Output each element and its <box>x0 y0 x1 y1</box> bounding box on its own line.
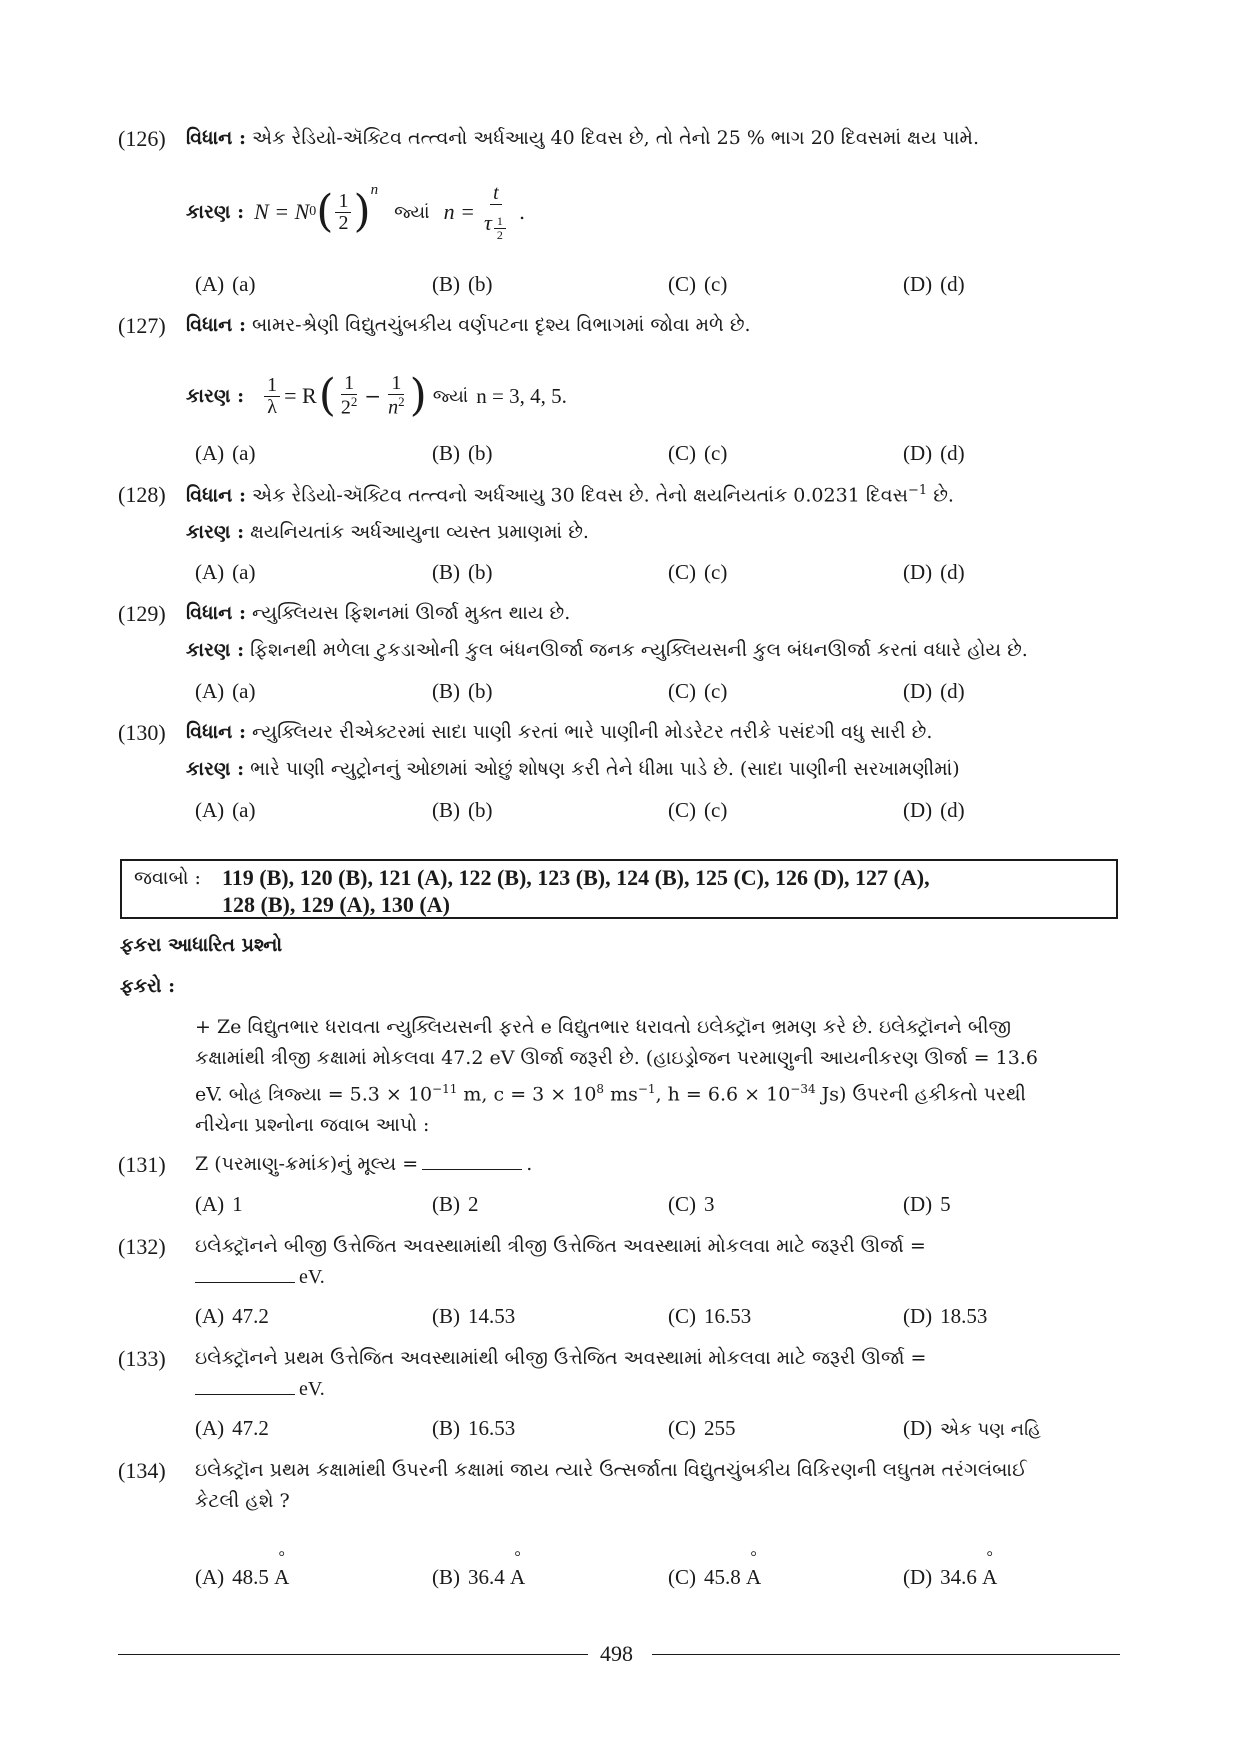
footer-rule-right <box>652 1654 1120 1655</box>
q129-number: (129) <box>118 601 166 626</box>
q130-reason <box>186 758 960 780</box>
q130-statement-label: વિધાન : <box>186 721 246 743</box>
q127-statement-text: બામર-શ્રેણી વિદ્યુતચુંબકીય વર્ણપટના દૃશ્ય વિભાગમાં જોવા મળે છે. <box>252 314 751 336</box>
q126-formula-lhs: N = N <box>254 199 310 224</box>
q126-reason-label: કારણ : <box>186 201 245 223</box>
q127-fraction-2: $\frac{1}{n^2}$ <box>388 372 405 419</box>
q126-option-d: (D) (d) <box>903 272 965 296</box>
q126-frac-num: 1 <box>335 191 351 213</box>
q126-t: t <box>490 183 502 205</box>
q126-right-paren: ) <box>353 186 371 237</box>
q131-option-d: (D) 5 <box>903 1192 951 1216</box>
q132-option-c: (C) 16.53 <box>668 1304 752 1328</box>
q133-text: ઇલેક્ટ્રૉનને પ્રથમ ઉત્તેજિત અવસ્થામાંથી બીજી ઉત્તેજિત અવસ્થામાં મોકલવા માટે જરૂરી ઊર્જા = <box>195 1347 927 1369</box>
passage-heading: ફકરા આધારિત પ્રશ્નો <box>120 934 283 956</box>
footer-rule-left <box>118 1654 588 1655</box>
q128-reason-text: ક્ષયનિયતાંક અર્ધઆયુના વ્યસ્ત પ્રમાણમાં છે. <box>250 521 589 543</box>
q133-option-a: (A) 47.2 <box>195 1416 269 1440</box>
q128-option-c: (C) (c) <box>668 560 728 584</box>
q132-answer-line: eV. <box>195 1266 325 1289</box>
q133-number: (133) <box>118 1346 166 1371</box>
q127-reason <box>186 358 567 434</box>
q126-option-b: (B) (b) <box>432 272 493 296</box>
passage-label: ફકરો : <box>120 975 176 997</box>
q134-text-line-2: કેટલી હશે ? <box>195 1490 290 1512</box>
q130-statement-text: ન્યુક્લિયર રીએક્ટરમાં સાદા પાણી કરતાં ભારે પાણીની મોડરેટર તરીકે પસંદગી વધુ સારી છે. <box>252 721 933 743</box>
answer-key-line-1: 119 (B), 120 (B), 121 (A), 122 (B), 123 (B), 124 (B), 125 (C), 126 (D), 127 (A), <box>222 865 930 890</box>
q128-statement-sup: −1 <box>907 483 928 498</box>
q129-option-d: (D) (d) <box>903 679 965 703</box>
q126-where: જ્યાં <box>394 201 430 223</box>
q126-left-paren: ( <box>316 186 334 237</box>
q131-option-c: (C) 3 <box>668 1192 715 1216</box>
q132-option-b: (B) 14.53 <box>432 1304 516 1328</box>
passage-line-4: નીચેના પ્રશ્નોના જવાબ આપો : <box>195 1114 430 1137</box>
q133-option-d: (D) એક પણ નહિ <box>903 1416 1041 1440</box>
q126-statement-label: વિધાન : <box>186 127 246 149</box>
q129-option-c: (C) (c) <box>668 679 728 703</box>
q128-reason-label: કારણ : <box>186 521 245 543</box>
q134-text-line-1: ઇલેક્ટ્રૉન પ્રથમ કક્ષામાંથી ઉપરની કક્ષામાં જાય ત્યારે ઉત્સર્જાતા વિદ્યુતચુંબકીય વિકિરણની લઘુતમ તરંગલંબાઈ <box>195 1459 1027 1481</box>
q128-statement: વિધાન : એક રેડિયો-ઍક્ટિવ તત્ત્વનો અર્ધઆયુ 30 દિવસ છે. તેનો ક્ષયનિયતાંક 0.0231 દિવસ$^{-1}$ છે. <box>186 483 954 507</box>
q126-fraction-t-tau <box>481 183 511 241</box>
q126-fraction-half <box>335 191 351 234</box>
q126-n-eq: n = <box>443 199 475 224</box>
q127-n-values: n = 3, 4, 5. <box>476 383 567 408</box>
q131-option-b: (B) 2 <box>432 1192 479 1216</box>
q128-option-b: (B) (b) <box>432 560 493 584</box>
q130-option-b: (B) (b) <box>432 798 493 822</box>
q127-fraction-1: $\frac{1}{2^2}$ <box>340 372 358 419</box>
answer-key-box <box>120 859 1118 919</box>
q132-option-d: (D) 18.53 <box>903 1304 988 1328</box>
q130-reason-text: ભારે પાણી ન્યુટ્રોનનું ઓછામાં ઓછું શોષણ કરી તેને ધીમા પાડે છે. (સાદા પાણીની સરખામણીમાં) <box>250 758 960 780</box>
q134-option-a: (A) 48.5 ° A <box>195 1565 289 1590</box>
q128-option-a: (A) (a) <box>195 560 256 584</box>
q129-statement-text: ન્યુક્લિયસ ફિશનમાં ઊર્જા મુક્ત થાય છે. <box>252 602 571 624</box>
q126-frac-den: 2 <box>338 211 349 234</box>
q127-where: જ્યાં <box>432 385 469 407</box>
q134-option-b: (B) 36.4 ° A <box>432 1565 525 1590</box>
q126-number: (126) <box>118 126 166 151</box>
q127-option-a: (A) (a) <box>195 441 256 465</box>
q126-statement-text: એક રેડિયો-ઍક્ટિવ તત્ત્વનો અર્ધઆયુ 40 દિવસ છે, તો તેનો 25 % ભાગ 20 દિવસમાં ક્ષય પામે. <box>252 127 979 149</box>
passage-text <box>195 1012 1119 1141</box>
q127-option-d: (D) (d) <box>903 441 965 465</box>
q127-left-paren: ( <box>318 370 336 421</box>
q126-tau: τ <box>483 210 492 236</box>
q130-option-d: (D) (d) <box>903 798 965 822</box>
q134-option-c: (C) 45.8 ° A <box>668 1565 761 1590</box>
q127-right-paren: ) <box>409 370 427 421</box>
answer-key-line-2: 128 (B), 129 (A), 130 (A) <box>222 892 450 917</box>
q130-option-a: (A) (a) <box>195 798 256 822</box>
q133-answer-line: eV. <box>195 1378 325 1401</box>
q126-option-a: (A) (a) <box>195 272 256 296</box>
q129-reason <box>186 639 1028 661</box>
q127-option-c: (C) (c) <box>668 441 728 465</box>
answer-key-label: જવાબો : <box>134 867 201 889</box>
q131-number: (131) <box>118 1152 166 1177</box>
q134-option-d: (D) 34.6 ° A <box>903 1565 997 1590</box>
q126-option-c: (C) (c) <box>668 272 728 296</box>
passage-line-2: કક્ષામાંથી ત્રીજી કક્ષામાં મોકલવા 47.2 eV ઊર્જા જરૂરી છે. (હાઇડ્રોજન પરમાણુની આયનીકરણ ઊર્જા = 13.6 <box>195 1047 1038 1069</box>
q126-formula-sub: 0 <box>309 204 317 219</box>
q130-reason-label: કારણ : <box>186 758 245 780</box>
passage-line-1: + Ze વિદ્યુતભાર ધરાવતા ન્યુક્લિયસની ફરતે e વિદ્યુતભાર ધરાવતો ઇલેક્ટ્રૉન ભ્રમણ કરે છે. ઇલેક્ટ્રૉનને બીજી <box>195 1016 1012 1038</box>
q132-option-a: (A) 47.2 <box>195 1304 269 1328</box>
q129-statement-label: વિધાન : <box>186 602 246 624</box>
q127-statement-label: વિધાન : <box>186 314 246 336</box>
q127-minus: − <box>364 384 382 408</box>
q134-number: (134) <box>118 1458 166 1483</box>
q126-tau-subscript: $\frac{1}{2}$ <box>494 215 506 241</box>
q127-reason-label: કારણ : <box>186 385 245 407</box>
q132-text: ઇલેક્ટ્રૉનને બીજી ઉત્તેજિત અવસ્થામાંથી ત્રીજી ઉત્તેજિત અવસ્થામાં મોકલવા માટે જરૂરી ઊર્જા = <box>195 1235 926 1257</box>
q130-statement <box>186 721 932 743</box>
q133-option-c: (C) 255 <box>668 1416 736 1440</box>
q132-number: (132) <box>118 1234 166 1259</box>
q127-lhs-fraction: $\frac{1}{\lambda}$ <box>264 375 280 418</box>
q126-reason <box>186 172 525 252</box>
q127-number: (127) <box>118 313 166 338</box>
q129-reason-label: કારણ : <box>186 639 245 661</box>
q129-reason-text: ફિશનથી મળેલા ટુકડાઓની કુલ બંધનઊર્જા જનક ન્યુક્લિયસની કુલ બંધનઊર્જા કરતાં વધારે હોય છે. <box>250 639 1028 661</box>
q132-blank <box>195 1282 295 1283</box>
q133-option-b: (B) 16.53 <box>432 1416 516 1440</box>
q131-blank <box>422 1169 522 1170</box>
q128-number: (128) <box>118 482 166 507</box>
q128-option-d: (D) (d) <box>903 560 965 584</box>
q130-option-c: (C) (c) <box>668 798 728 822</box>
q133-blank <box>195 1394 295 1395</box>
q128-statement-text: એક રેડિયો-ઍક્ટિવ તત્ત્વનો અર્ધઆયુ 30 દિવસ છે. તેનો ક્ષયનિયતાંક 0.0231 દિવસ <box>252 484 908 507</box>
q128-statement-label: વિધાન : <box>186 484 246 507</box>
q130-number: (130) <box>118 720 166 745</box>
q127-statement <box>186 314 751 336</box>
page-number: 498 <box>600 1641 633 1666</box>
q126-exponent: n <box>370 182 379 198</box>
q129-statement <box>186 602 570 624</box>
q129-option-a: (A) (a) <box>195 679 256 703</box>
q127-option-b: (B) (b) <box>432 441 493 465</box>
q126-period: . <box>518 200 526 224</box>
q128-reason <box>186 521 589 543</box>
passage-line-3: eV. બોહ્ર ત્રિજ્યા = $5.3 \times 10^{-11}$ m, $c = 3 \times 10^8$ $ms^{-1}$, $h = 6.6 \times 10^{-34}$ Js) ઉપરની હકીકતો પરથી <box>195 1082 1026 1106</box>
q131-text: Z (પરમાણુ-ક્રમાંક)નું મૂલ્ય = . <box>195 1153 533 1175</box>
q129-option-b: (B) (b) <box>432 679 493 703</box>
q126-statement <box>186 127 979 149</box>
q131-option-a: (A) 1 <box>195 1192 243 1216</box>
q127-eq-r: = R <box>284 383 317 408</box>
